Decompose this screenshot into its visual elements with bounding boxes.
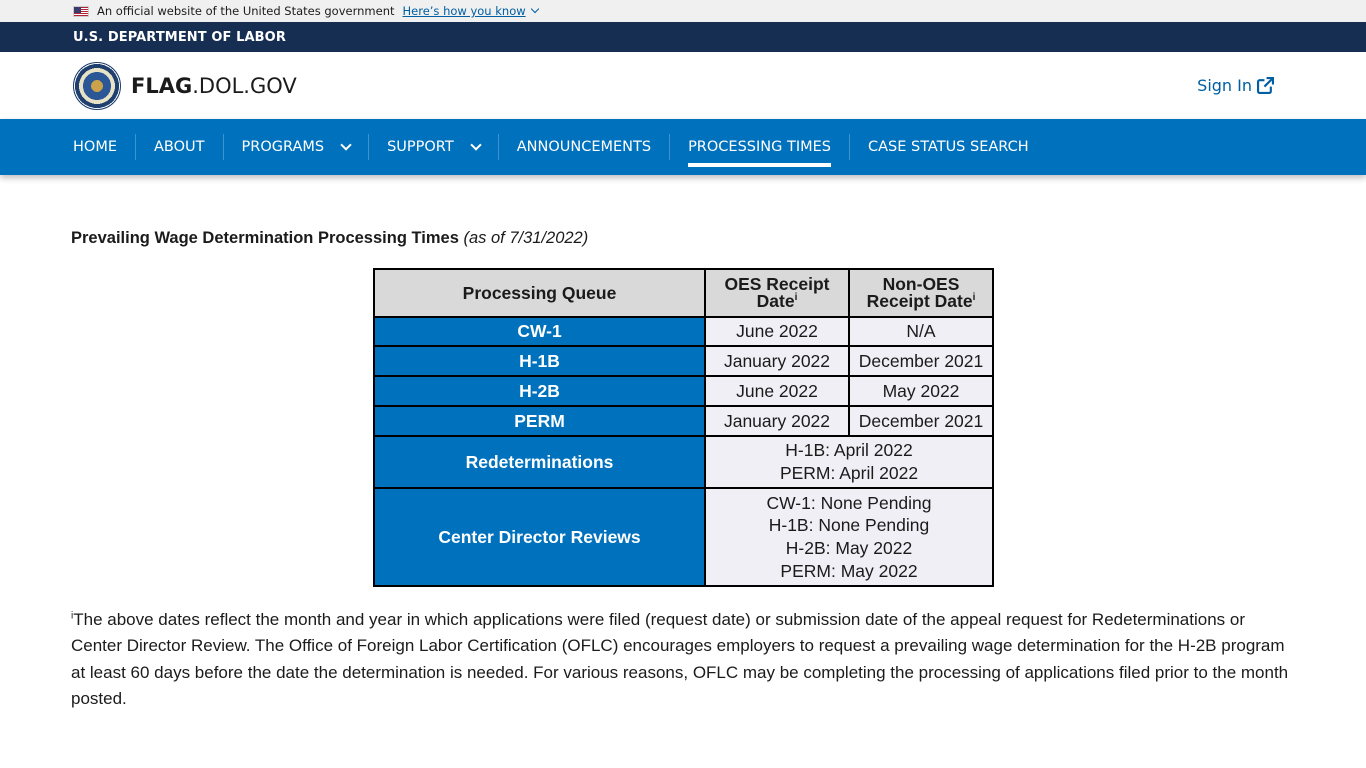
queue-cell: PERM: [374, 406, 705, 436]
site-header: [0, 52, 1366, 119]
table-row: [374, 317, 993, 346]
cdr-line: H-1B: None Pending: [768, 515, 930, 536]
us-flag-icon: [73, 6, 89, 17]
non-oes-cell: May 2022: [849, 376, 993, 406]
header-oes-label: OES Receipt Date: [724, 274, 830, 311]
nav-home[interactable]: HOME: [73, 139, 117, 155]
table-row: [374, 376, 993, 406]
programs-chevron-down-icon[interactable]: [340, 139, 351, 150]
nav-processing-times[interactable]: PROCESSING TIMES: [688, 119, 831, 175]
table-row-center-director-reviews: [374, 488, 993, 586]
nav-divider: [135, 134, 136, 160]
table-row: [374, 346, 993, 376]
heres-how-you-know-link[interactable]: [403, 4, 538, 18]
gov-banner: [0, 0, 1366, 22]
nav-divider: [223, 134, 224, 160]
header-oes-receipt-date: [705, 269, 849, 317]
processing-times-table: [373, 268, 994, 587]
site-name-bold: FLAG: [131, 73, 193, 98]
nav-divider: [849, 134, 850, 160]
redeterminations-line: H-1B: April 2022: [785, 440, 913, 461]
nav-divider: [368, 134, 369, 160]
nav-about[interactable]: ABOUT: [154, 139, 205, 155]
site-logo-text[interactable]: [131, 74, 297, 98]
redeterminations-label: Redeterminations: [374, 436, 705, 488]
center-director-reviews-label: Center Director Reviews: [374, 488, 705, 586]
department-name: U.S. DEPARTMENT OF LABOR: [73, 29, 286, 45]
nav-support[interactable]: SUPPORT: [387, 139, 454, 155]
footnote-marker: i: [972, 292, 976, 304]
non-oes-cell: N/A: [849, 317, 993, 346]
main-content: [0, 229, 1366, 768]
header-non-oes-label: Non-OES Receipt Date: [866, 274, 973, 311]
cdr-line: PERM: May 2022: [780, 560, 918, 581]
footnote: [71, 607, 1295, 712]
table-row: [374, 406, 993, 436]
nav-divider: [669, 134, 670, 160]
page-title-text: Prevailing Wage Determination Processing Times: [71, 229, 459, 247]
nav-programs[interactable]: PROGRAMS: [241, 139, 325, 155]
non-oes-cell: December 2021: [849, 406, 993, 436]
gov-banner-text: An official website of the United States government: [97, 4, 395, 18]
page-title: [71, 229, 1295, 248]
queue-cell: CW-1: [374, 317, 705, 346]
external-link-icon: [1257, 77, 1274, 94]
table-row-redeterminations: [374, 436, 993, 488]
nav-divider: [498, 134, 499, 160]
chevron-down-icon: [530, 5, 538, 13]
support-chevron-down-icon[interactable]: [470, 139, 481, 150]
table-header-row: [374, 269, 993, 317]
footnote-marker: i: [71, 610, 74, 622]
oes-cell: June 2022: [705, 376, 849, 406]
oes-cell: June 2022: [705, 317, 849, 346]
oes-cell: January 2022: [705, 346, 849, 376]
queue-cell: H-2B: [374, 376, 705, 406]
redeterminations-values: [705, 436, 993, 488]
center-director-reviews-values: [705, 488, 993, 586]
nav-announcements[interactable]: ANNOUNCEMENTS: [516, 139, 652, 155]
footnote-marker: i: [794, 292, 798, 304]
header-processing-queue: Processing Queue: [374, 269, 705, 317]
oes-cell: January 2022: [705, 406, 849, 436]
main-nav: [0, 119, 1366, 175]
non-oes-cell: December 2021: [849, 346, 993, 376]
heres-how-you-know-label: Here’s how you know: [402, 4, 526, 18]
department-bar: [0, 22, 1366, 52]
sign-in-link[interactable]: [1197, 76, 1274, 95]
cdr-line: CW-1: None Pending: [766, 492, 932, 513]
as-of-date: (as of 7/31/2022): [463, 229, 589, 247]
site-name-rest: .DOL.GOV: [192, 73, 297, 98]
redeterminations-line: PERM: April 2022: [779, 463, 919, 483]
cdr-line: H-2B: May 2022: [785, 538, 913, 558]
header-non-oes-receipt-date: [849, 269, 993, 317]
nav-case-status-search[interactable]: CASE STATUS SEARCH: [867, 139, 1029, 155]
queue-cell: H-1B: [374, 346, 705, 376]
dol-seal-icon[interactable]: [73, 62, 121, 110]
footnote-text: The above dates reflect the month and year in which applications were filed (request date) or submission date of the appeal request for Redeterminations or Center Director Review. The Office of Foreign Labor Certification (OFLC) encourages employers to request a prevailing wage determination for the H-2B program at least 60 days before the date the determination is needed. For various reasons, OFLC may be completing the processing of applications filed prior to the month posted.: [71, 610, 1289, 708]
sign-in-label: Sign In: [1197, 76, 1252, 95]
